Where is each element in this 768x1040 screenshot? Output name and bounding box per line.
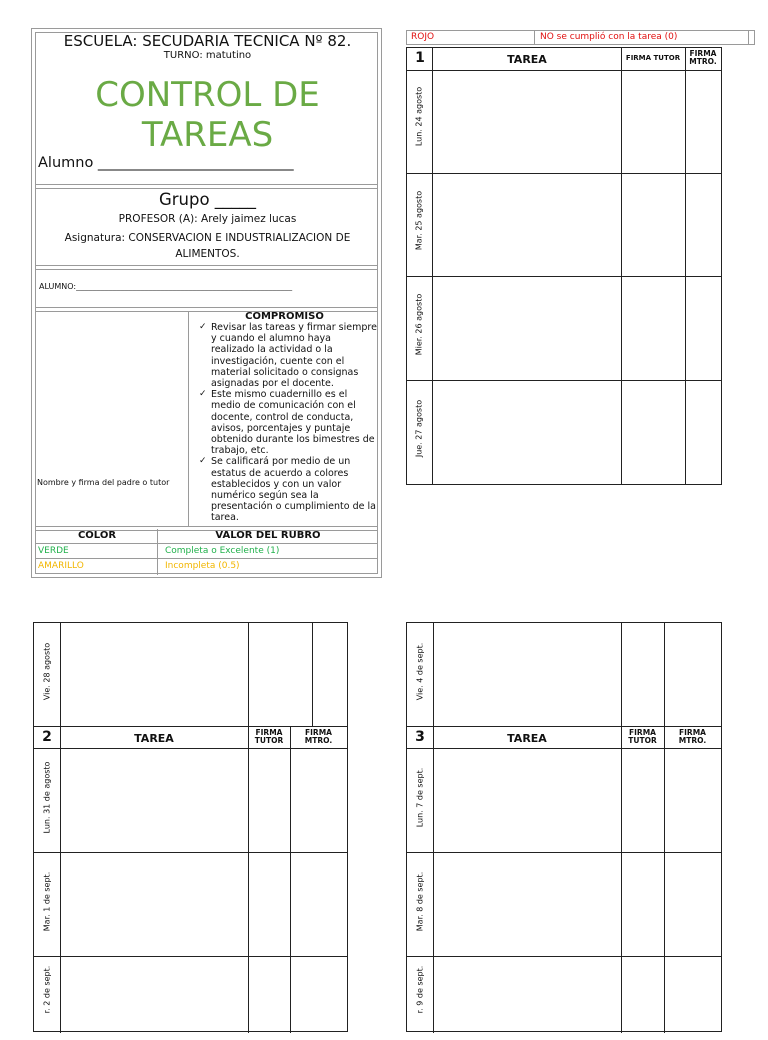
- group-field: Grupo _____: [158, 190, 257, 209]
- week3-table: [406, 622, 722, 1032]
- divider: [35, 558, 378, 559]
- commitment-title: COMPROMISO: [245, 311, 324, 322]
- student-field: Alumno ___________________________: [38, 155, 294, 171]
- day-label: Vie. 4 de sept.: [415, 642, 425, 701]
- divider: [407, 956, 721, 957]
- legend-red-row: [406, 30, 755, 45]
- divider: [188, 312, 189, 526]
- header-firma-tutor: [621, 729, 664, 745]
- header-firma-tutor-l1: FIRMA: [255, 728, 283, 737]
- legend-color-red: ROJO: [411, 32, 435, 42]
- commitment-item: ✓ Revisar las tareas y firmar siempre y cuando el alumno haya realizado la actividad o la investigación, cuente con el material solicitado o consignas asignadas por el docente.: [211, 322, 377, 389]
- header-firma-mtro-l2: MTRO.: [678, 736, 707, 745]
- week1-table: [406, 47, 722, 485]
- subject-line-2: ALIMENTOS.: [175, 248, 240, 260]
- divider: [35, 265, 378, 270]
- title-line-1: CONTROL DE: [95, 75, 320, 115]
- divider: [407, 852, 721, 853]
- divider: [248, 623, 249, 1033]
- divider: [407, 380, 721, 381]
- divider: [621, 48, 622, 484]
- legend-header-color: COLOR: [77, 530, 117, 541]
- divider: [35, 184, 378, 189]
- header-firma-mtro-l1: FIRMA: [305, 728, 332, 737]
- divider: [34, 956, 347, 957]
- shift-label: TURNO: matutino: [163, 50, 252, 61]
- divider: [290, 727, 291, 1033]
- divider: [407, 748, 721, 749]
- header-tarea: TAREA: [507, 732, 547, 745]
- day-label: Lun. 24 agosto: [414, 86, 424, 147]
- day-label: Vie. 28 agosto: [42, 642, 52, 701]
- divider: [34, 748, 347, 749]
- header-firma-mtro: [290, 729, 347, 745]
- day-label: r. 9 de sept.: [415, 965, 425, 1014]
- divider: [312, 623, 313, 727]
- title-line-2: TAREAS: [141, 115, 274, 155]
- divider: [621, 623, 622, 1033]
- header-firma-tutor-l1: FIRMA: [629, 728, 656, 737]
- divider: [34, 726, 347, 727]
- commitment-item: ✓ Este mismo cuadernillo es el medio de comunicación con el docente, control de conducta, avisos, porcentajes y puntaje obtenido durante los bimestres de trabajo, etc.: [211, 389, 377, 456]
- week2-table: [33, 622, 348, 1032]
- header-tarea: TAREA: [507, 53, 547, 66]
- header-firma-tutor-l2: TUTOR: [628, 736, 657, 745]
- commitment-item: ✓ Se calificará por medio de un estatus de acuerdo a colores establecidos y con un valor numérico según sea la presentación o cumplimiento de la tarea.: [211, 456, 377, 523]
- week-number: 2: [42, 729, 52, 745]
- day-label: Mar. 25 agosto: [414, 190, 424, 251]
- day-label: Lun. 7 de sept.: [415, 767, 425, 828]
- school-name: ESCUELA: SECUDARIA TECNICA Nº 82.: [63, 32, 352, 50]
- divider: [685, 48, 686, 484]
- day-label: Jue. 27 agosto: [414, 399, 424, 458]
- divider: [60, 623, 61, 1033]
- day-label: Lun. 31 de agosto: [42, 761, 52, 834]
- divider: [407, 173, 721, 174]
- header-firma-tutor: FIRMA TUTOR: [625, 54, 681, 62]
- legend-value-yellow: Incompleta (0.5): [165, 561, 240, 571]
- header-firma-mtro-l1: FIRMA: [689, 49, 717, 58]
- divider: [407, 726, 721, 727]
- header-firma-mtro: [664, 729, 721, 745]
- legend-value-green: Completa o Excelente (1): [165, 546, 280, 556]
- header-firma-mtro-l1: FIRMA: [679, 728, 706, 737]
- legend-value-red: NO se cumplió con la tarea (0): [540, 32, 678, 42]
- week-number: 1: [415, 50, 425, 66]
- teacher-name: PROFESOR (A): Arely jaimez lucas: [118, 213, 297, 225]
- header-tarea: TAREA: [134, 732, 174, 745]
- header-firma-mtro: [685, 50, 721, 66]
- commitment-list: [197, 322, 377, 524]
- divider: [407, 276, 721, 277]
- divider: [157, 529, 158, 575]
- header-firma-tutor-l2: TUTOR: [254, 736, 284, 745]
- legend-color-yellow: AMARILLO: [38, 561, 84, 571]
- header-firma-tutor: [248, 729, 290, 745]
- legend-color-green: VERDE: [38, 546, 69, 556]
- divider: [433, 623, 434, 1033]
- alumno-line: ALUMNO:______________________________________________________: [39, 282, 293, 291]
- day-label: Mar. 8 de sept.: [415, 871, 425, 932]
- day-label: Mar. 1 de sept.: [42, 871, 52, 932]
- divider: [534, 31, 535, 44]
- parent-signature-label: Nombre y firma del padre o tutor: [37, 478, 170, 487]
- divider: [35, 543, 378, 544]
- header-firma-mtro-l2: MTRO.: [689, 57, 717, 66]
- day-label: Mier. 26 agosto: [414, 293, 424, 356]
- divider: [664, 623, 665, 1033]
- cover-page: [31, 28, 382, 578]
- week-number: 3: [415, 729, 425, 745]
- divider: [748, 31, 749, 44]
- subject-line-1: Asignatura: CONSERVACION E INDUSTRIALIZACION DE: [64, 232, 351, 244]
- header-firma-mtro-l2: MTRO.: [304, 736, 333, 745]
- divider: [432, 48, 433, 484]
- day-label: r. 2 de sept.: [42, 965, 52, 1014]
- divider: [34, 852, 347, 853]
- legend-header-value: VALOR DEL RUBRO: [215, 530, 321, 541]
